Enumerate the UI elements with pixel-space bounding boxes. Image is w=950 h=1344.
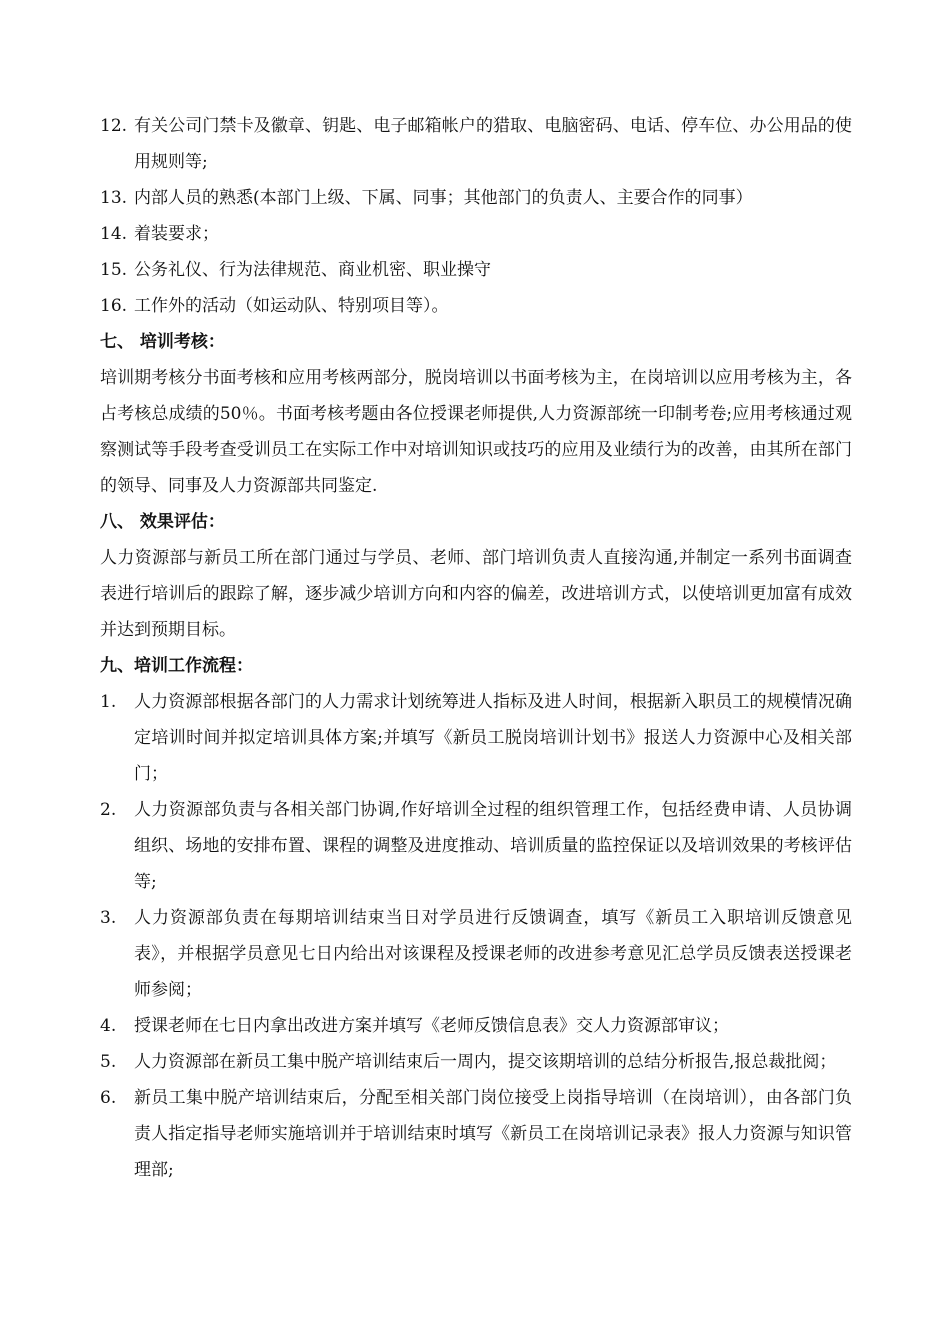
list-item [100, 792, 852, 900]
list-item [100, 1080, 852, 1188]
list-item-text: 人力资源部负责在每期培训结束当日对学员进行反馈调查，填写《新员工入职培训反馈意见表》，并根据学员意见七日内给出对该课程及授课老师的改进参考意见汇总学员反馈表送授课老师参阅； [134, 908, 852, 1000]
list-item-number: 13. [100, 188, 128, 208]
list-item-text: 内部人员的熟悉(本部门上级、下属、同事；其他部门的负责人、主要合作的同事） [134, 188, 753, 208]
list-item-number: 15. [100, 260, 128, 280]
list-item-text: 人力资源部在新员工集中脱产培训结束后一周内，提交该期培训的总结分析报告,报总裁批阅； [134, 1052, 837, 1072]
list-item [100, 252, 852, 288]
section-body-evaluation: 人力资源部与新员工所在部门通过与学员、老师、部门培训负责人直接沟通,并制定一系列书面调查表进行培训后的跟踪了解，逐步减少培训方向和内容的偏差，改进培训方式，以使培训更加富有成效并达到预期目标。 [100, 548, 852, 640]
section-heading-workflow: 九、培训工作流程： [100, 656, 253, 676]
list-item-text: 人力资源部负责与各相关部门协调,作好培训全过程的组织管理工作，包括经费申请、人员协调组织、场地的安排布置、课程的调整及进度推动、培训质量的监控保证以及培训效果的考核评估等; [134, 800, 852, 892]
list-item-number: 6. [100, 1088, 117, 1108]
section-heading-assessment: 七、 培训考核： [100, 332, 225, 352]
list-item [100, 684, 852, 792]
document-body [100, 108, 852, 1188]
list-item-number: 2. [100, 800, 117, 820]
list-item-number: 4. [100, 1016, 117, 1036]
list-item-text: 工作外的活动（如运动队、特别项目等）。 [134, 296, 449, 316]
list-item-number: 14. [100, 224, 128, 244]
section-body-assessment: 培训期考核分书面考核和应用考核两部分，脱岗培训以书面考核为主，在岗培训以应用考核为主，各占考核总成绩的50％。书面考核考题由各位授课老师提供,人力资源部统一印制考卷;应用考核通过观察测试等手段考查受训员工在实际工作中对培训知识或技巧的应用及业绩行为的改善，由其所在部门的领导、同事及人力资源部共同鉴定. [100, 368, 852, 496]
list-item-text: 有关公司门禁卡及徽章、钥匙、电子邮箱帐户的猎取、电脑密码、电话、停车位、办公用品的使用规则等; [134, 116, 852, 172]
list-item-text: 新员工集中脱产培训结束后，分配至相关部门岗位接受上岗指导培训（在岗培训），由各部门负责人指定指导老师实施培训并于培训结束时填写《新员工在岗培训记录表》报人力资源与知识管理部; [134, 1088, 852, 1180]
list-item-number: 1. [100, 692, 117, 712]
list-item-text: 授课老师在七日内拿出改进方案并填写《老师反馈信息表》交人力资源部审议； [134, 1016, 729, 1036]
list-item [100, 1008, 852, 1044]
section-heading-evaluation: 八、 效果评估： [100, 512, 225, 532]
list-item [100, 180, 852, 216]
list-item-number: 5. [100, 1052, 117, 1072]
list-item-number: 3. [100, 908, 117, 928]
list-item-text: 人力资源部根据各部门的人力需求计划统筹进人指标及进人时间，根据新入职员工的规模情况确定培训时间并拟定培训具体方案;并填写《新员工脱岗培训计划书》报送人力资源中心及相关部门； [134, 692, 852, 784]
list-item [100, 108, 852, 180]
list-item [100, 288, 852, 324]
list-item-text: 公务礼仪、行为法律规范、商业机密、职业操守 [134, 260, 491, 280]
list-item [100, 216, 852, 252]
list-item-number: 12. [100, 116, 128, 136]
list-item-number: 16. [100, 296, 128, 316]
list-item [100, 900, 852, 1008]
list-item [100, 1044, 852, 1080]
list-item-text: 着装要求； [134, 224, 219, 244]
